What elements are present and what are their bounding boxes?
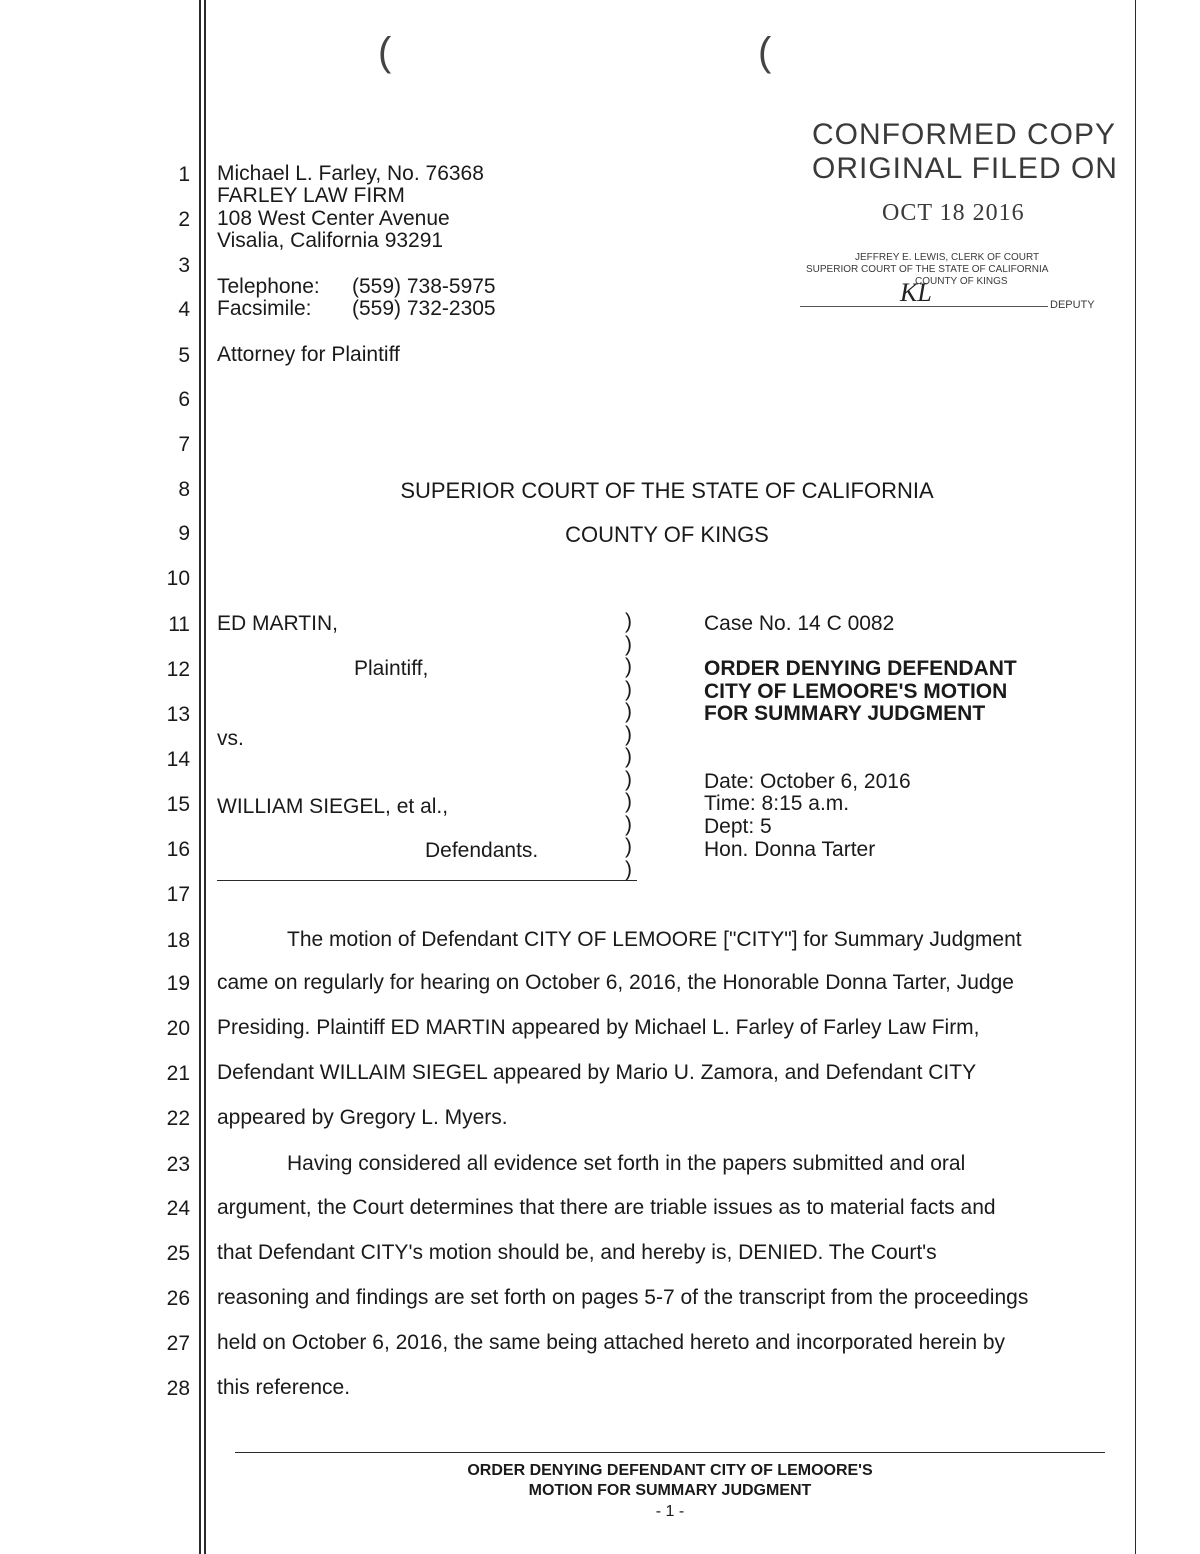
line-number: 9 (178, 522, 190, 545)
order-title-line3: FOR SUMMARY JUDGMENT (704, 702, 986, 725)
line-number: 19 (166, 972, 190, 995)
page-number: - 1 - (655, 1503, 685, 1520)
line-number: 26 (166, 1287, 190, 1310)
line-number: 27 (166, 1332, 190, 1355)
hearing-judge: Hon. Donna Tarter (704, 838, 876, 861)
caption-paren: ) (625, 632, 632, 656)
plaintiff-label: Plaintiff, (354, 657, 429, 680)
margin-rule-left-outer (199, 0, 201, 1554)
attorney-address1: 108 West Center Avenue (217, 207, 450, 230)
hearing-time: Time: 8:15 a.m. (704, 792, 850, 815)
body-line-28: this reference. (217, 1376, 351, 1399)
facsimile-value: (559) 732-2305 (352, 297, 496, 320)
line-number: 18 (166, 929, 190, 952)
body-line-27: held on October 6, 2016, the same being attached hereto and incorporated herein by (217, 1331, 1006, 1354)
case-number: Case No. 14 C 0082 (704, 612, 895, 635)
body-line-22: appeared by Gregory L. Myers. (217, 1106, 508, 1129)
line-number: 15 (166, 793, 190, 816)
margin-rule-left-inner (204, 0, 206, 1554)
line-number: 28 (166, 1377, 190, 1400)
attorney-role: Attorney for Plaintiff (217, 343, 400, 366)
line-number: 24 (166, 1197, 190, 1220)
body-line-25: that Defendant CITY's motion should be, and hereby is, DENIED. The Court's (217, 1241, 937, 1264)
stamp-deputy: DEPUTY (1050, 299, 1095, 311)
body-line-18: The motion of Defendant CITY OF LEMOORE ["CITY"] for Summary Judgment (287, 928, 1022, 951)
stamp-line1: CONFORMED COPY (812, 118, 1117, 151)
caption-paren: ) (625, 835, 632, 858)
stamp-clerk1: JEFFREY E. LEWIS, CLERK OF COURT (855, 252, 1040, 263)
body-line-26: reasoning and findings are set forth on pages 5-7 of the transcript from the proceedings (217, 1286, 1029, 1309)
telephone-value: (559) 738-5975 (352, 275, 496, 298)
caption-paren: ) (625, 655, 632, 678)
footer-title-line2: MOTION FOR SUMMARY JUDGMENT (528, 1482, 812, 1499)
line-number: 1 (178, 163, 190, 186)
caption-paren: ) (625, 677, 632, 701)
order-title-line1: ORDER DENYING DEFENDANT (704, 657, 1017, 680)
caption-paren: ) (625, 767, 632, 791)
court-name: SUPERIOR COURT OF THE STATE OF CALIFORNIA (400, 478, 934, 503)
line-number: 2 (178, 208, 190, 231)
line-number: 11 (168, 613, 190, 636)
scan-mark-right: ( (758, 30, 772, 74)
body-line-19: came on regularly for hearing on October 6, 2016, the Honorable Donna Tarter, Judge (217, 971, 1014, 994)
line-number: 16 (166, 838, 190, 861)
caption-paren: ) (625, 722, 632, 746)
line-number: 14 (166, 748, 190, 771)
line-number: 12 (166, 658, 190, 681)
hearing-date: Date: October 6, 2016 (704, 770, 911, 793)
margin-rule-right (1135, 0, 1136, 1554)
stamp-initials: KL (900, 278, 932, 307)
hearing-dept: Dept: 5 (704, 815, 772, 838)
line-number: 22 (166, 1107, 190, 1130)
versus-label: vs. (217, 727, 244, 750)
caption-paren: ) (625, 610, 632, 633)
line-number: 6 (178, 388, 190, 411)
court-county: COUNTY OF KINGS (565, 522, 769, 547)
attorney-name: Michael L. Farley, No. 76368 (217, 162, 484, 185)
line-number: 3 (178, 254, 190, 277)
line-number: 8 (178, 478, 190, 501)
body-line-24: argument, the Court determines that there are triable issues as to material facts and (217, 1196, 996, 1219)
facsimile-label: Facsimile: (217, 297, 312, 320)
line-number: 20 (166, 1017, 190, 1040)
caption-paren: ) (625, 700, 632, 723)
caption-paren: ) (625, 857, 632, 881)
caption-underline (217, 880, 637, 881)
line-number: 21 (166, 1062, 190, 1085)
line-number: 17 (166, 883, 190, 906)
stamp-line2: ORIGINAL FILED ON (812, 152, 1118, 185)
stamp-clerk3: COUNTY OF KINGS (915, 276, 1008, 287)
footer-rule (235, 1452, 1105, 1453)
line-number: 10 (166, 567, 190, 590)
line-number: 23 (166, 1153, 190, 1176)
line-number: 4 (178, 298, 190, 321)
attorney-firm: FARLEY LAW FIRM (217, 184, 405, 207)
defendant-label: Defendants. (425, 839, 539, 862)
caption-paren: ) (625, 812, 632, 836)
line-number: 13 (166, 703, 190, 726)
stamp-date: OCT 18 2016 (882, 200, 1025, 226)
attorney-address2: Visalia, California 93291 (217, 229, 444, 252)
plaintiff-name: ED MARTIN, (217, 612, 338, 635)
order-title-line2: CITY OF LEMOORE'S MOTION (704, 680, 1008, 703)
stamp-clerk2: SUPERIOR COURT OF THE STATE OF CALIFORNIA (806, 264, 1049, 275)
defendant-name: WILLIAM SIEGEL, et al., (217, 795, 449, 818)
line-number: 25 (166, 1242, 190, 1265)
scan-mark-left: ( (378, 30, 392, 74)
body-line-20: Presiding. Plaintiff ED MARTIN appeared by Michael L. Farley of Farley Law Firm, (217, 1016, 980, 1039)
body-line-23: Having considered all evidence set forth in the papers submitted and oral (287, 1152, 966, 1175)
caption-paren: ) (625, 790, 632, 813)
telephone-label: Telephone: (217, 275, 320, 298)
body-line-21: Defendant WILLAIM SIEGEL appeared by Mario U. Zamora, and Defendant CITY (217, 1061, 977, 1084)
footer-title-line1: ORDER DENYING DEFENDANT CITY OF LEMOORE'S (467, 1462, 873, 1479)
line-number: 7 (178, 433, 190, 456)
line-number: 5 (178, 344, 190, 367)
caption-paren: ) (625, 745, 632, 768)
